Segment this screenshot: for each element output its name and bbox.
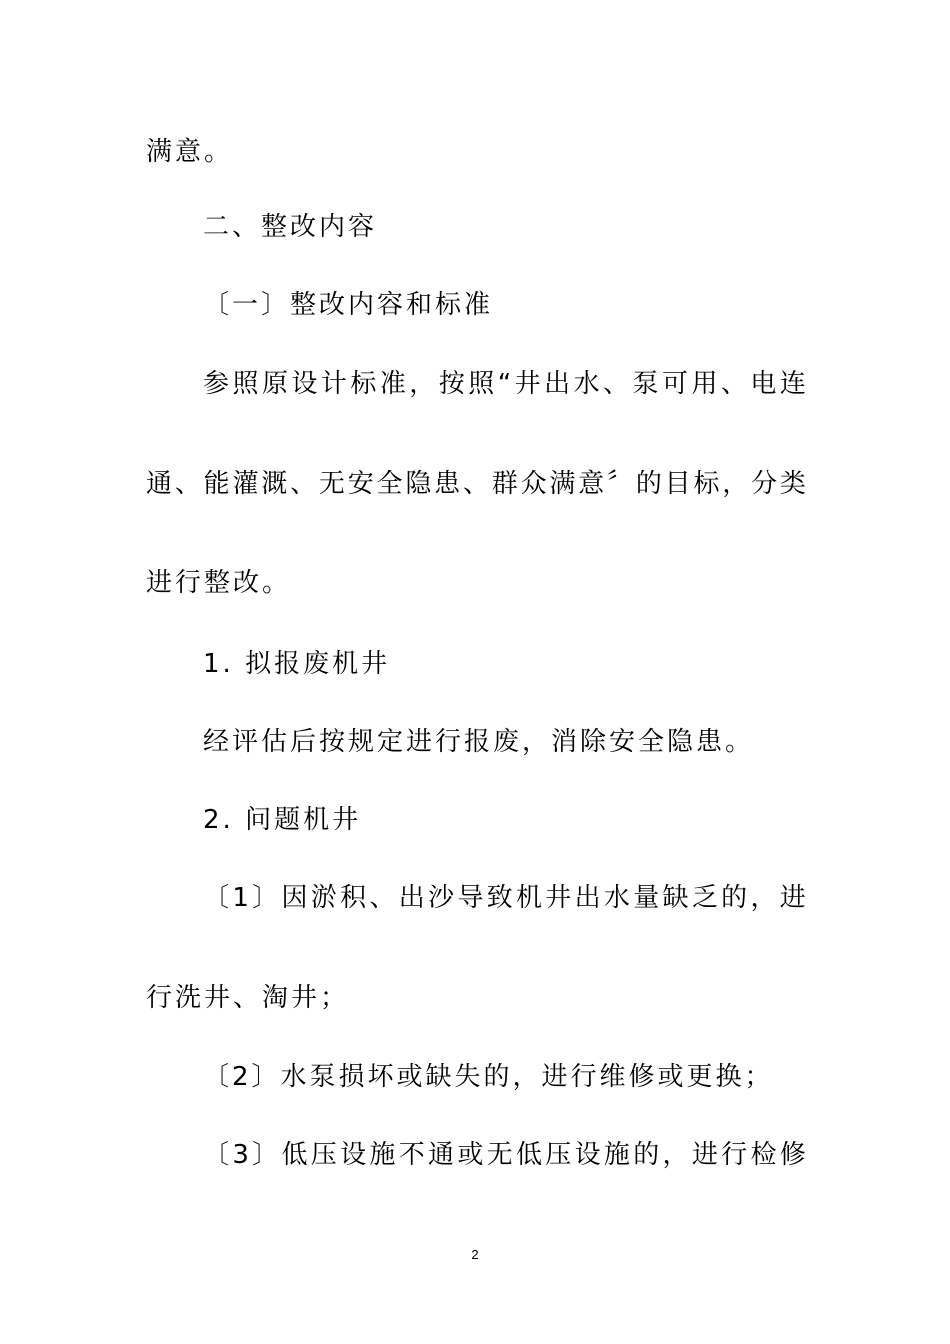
- text-line-12: 〔2〕水泵损坏或缺失的，进行维修或更换；: [203, 1062, 774, 1092]
- paragraph-line-5: 行洗井、淘井；: [146, 983, 350, 1013]
- paragraph-line-4: 〔 1 〕 因 淤 积 、 出 沙 导 致 机 井 出 水 量 缺 乏 的 ， 进: [203, 883, 806, 913]
- text-line-1: 满意。: [146, 137, 234, 167]
- list-heading-1: 1. 拟报废机井: [203, 649, 391, 679]
- paragraph-line-6: 〔 3 〕 低 压 设 施 不 通 或 无 低 压 设 施 的 ， 进 行 检 修: [203, 1140, 806, 1170]
- text-line-8: 经评估后按规定进行报废，消除安全隐患。: [203, 727, 755, 757]
- paragraph-line-3: 进行整改。: [146, 568, 292, 598]
- paragraph-line-2: 通 、 能 灌 溉 、 无 安 全 隐 患 、 群 众 满 意 〞 的 目 标 ， 分 类: [146, 469, 806, 499]
- list-heading-2: 2. 问题机井: [203, 805, 362, 835]
- section-heading: 二、整改内容: [203, 212, 378, 242]
- page-number: 2: [471, 1247, 479, 1262]
- paragraph-line-1: 参 照 原 设 计 标 准 ， 按 照 “ 井 出 水 、 泵 可 用 、 电 连: [203, 369, 806, 399]
- subsection-heading: 〔一〕整改内容和标准: [203, 290, 494, 320]
